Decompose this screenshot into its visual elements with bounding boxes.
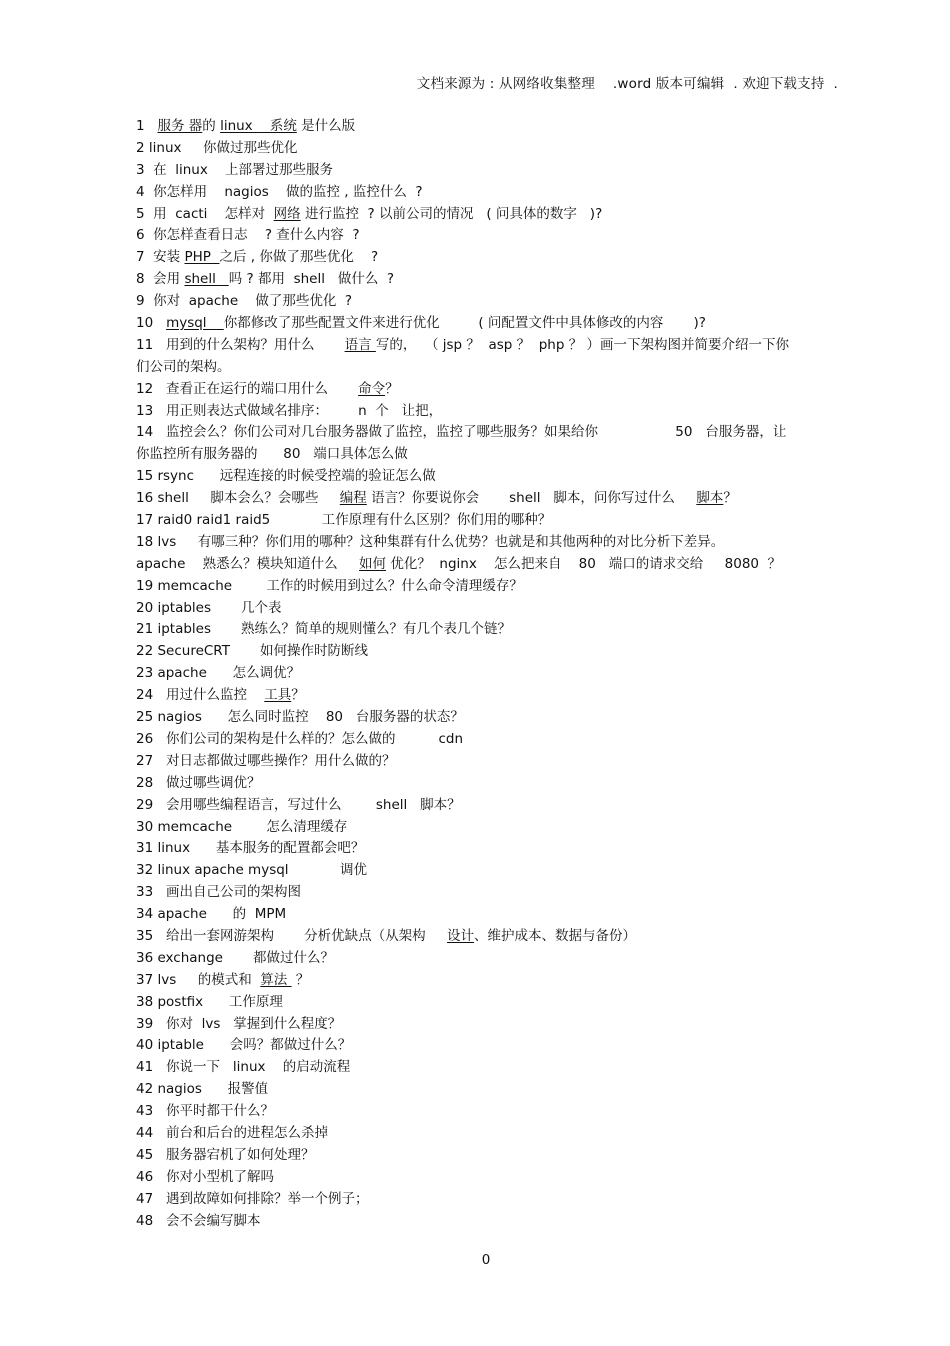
- question-line: [136, 1035, 836, 1057]
- question-text: 12 查看正在运行的端口用什么: [136, 380, 359, 397]
- question-text: 30 memcache 怎么清理缓存: [136, 818, 348, 835]
- question-list: [136, 116, 836, 1232]
- question-line: [136, 904, 836, 926]
- question-line: [136, 401, 836, 423]
- question-line: [136, 269, 836, 291]
- question-text: 36 exchange 都做过什么？: [136, 949, 335, 966]
- question-line: [136, 1123, 836, 1145]
- question-line: [136, 948, 836, 970]
- question-text: ？: [291, 687, 305, 704]
- question-text: 38 postfix 工作原理: [136, 993, 283, 1010]
- underlined-term: 命令: [358, 380, 386, 397]
- question-text: 6 你怎样查看日志 ? 查什么内容 ?: [136, 227, 360, 244]
- underlined-term: mysql: [166, 315, 224, 332]
- question-text: 40 iptable 会吗？都做过什么？: [136, 1037, 352, 1054]
- question-text: 之后 , 你做了那些优化 ?: [219, 249, 379, 266]
- question-line: [136, 817, 836, 839]
- question-text: 21 iptables 熟练么？简单的规则懂么？有几个表几个链？: [136, 621, 512, 638]
- question-text: 29 会用哪些编程语言，写过什么 shell 脚本？: [136, 796, 461, 813]
- question-line: [136, 773, 836, 795]
- question-line: [136, 598, 836, 620]
- question-text: 你监控所有服务器的 80 端口具体怎么做: [136, 446, 408, 463]
- question-text: 你都修改了那些配置文件来进行优化 ( 问配置文件中具体修改的内容 )?: [223, 315, 706, 332]
- underlined-term: 服务 器: [157, 118, 203, 134]
- question-text: 41 你说一下 linux 的启动流程: [136, 1059, 351, 1076]
- underlined-term: 算法: [260, 971, 292, 988]
- question-line: [136, 291, 836, 313]
- question-text: 15 rsync 远程连接的时候受控端的验证怎么做: [136, 468, 436, 485]
- question-text: 11 用到的什么架构？用什么: [136, 336, 345, 353]
- question-text: 3 在 linux 上部署过那些服务: [136, 161, 334, 178]
- question-text: 语言？你要说你会 shell 脚本，问你写过什么: [366, 490, 697, 507]
- question-text: 28 做过哪些调优？: [136, 774, 261, 791]
- question-line: [136, 751, 836, 773]
- question-text: 45 服务器宕机了如何处理？: [136, 1146, 315, 1163]
- question-line: [136, 466, 836, 488]
- question-line: [136, 1079, 836, 1101]
- question-text: 35 给出一套网游架构 分析优缺点（从架构: [136, 927, 448, 944]
- question-text: 优化？ nginx 怎么把来自 80 端口的请求交给 8080 ？: [386, 555, 782, 572]
- question-text: 4 你怎样用 nagios 做的监控 , 监控什么 ?: [136, 183, 423, 200]
- question-line: [136, 663, 836, 685]
- question-line: [136, 992, 836, 1014]
- question-text: 进行监控 ? 以前公司的情况 ( 问具体的数字 )?: [300, 205, 603, 222]
- question-line: [136, 619, 836, 641]
- question-text: 27 对日志都做过哪些操作？用什么做的？: [136, 752, 396, 769]
- question-text: 31 linux 基本服务的配置都会吧？: [136, 840, 365, 857]
- question-line: [136, 1145, 836, 1167]
- question-line: [136, 729, 836, 751]
- question-line: [136, 685, 836, 707]
- question-line: [136, 860, 836, 882]
- question-line: [136, 444, 836, 466]
- question-text: 23 apache 怎么调优？: [136, 665, 301, 682]
- source-header: 文档来源为 : 从网络收集整理 .word 版本可编辑 . 欢迎下载支持 .: [416, 76, 838, 92]
- underlined-term: 工具: [264, 687, 292, 704]
- question-line: [136, 1014, 836, 1036]
- question-line: [136, 116, 836, 138]
- question-line: [136, 357, 836, 379]
- question-text: 7 安装: [136, 249, 185, 266]
- question-line: [136, 926, 836, 948]
- question-line: [136, 510, 836, 532]
- question-text: 20 iptables 几个表: [136, 599, 282, 616]
- underlined-term: 语言: [344, 336, 376, 353]
- question-text: 47 遇到故障如何排除？举一个例子；: [136, 1190, 369, 1207]
- question-line: [136, 182, 836, 204]
- question-line: [136, 970, 836, 992]
- question-line: [136, 422, 836, 444]
- question-text: 吗 ? 都用 shell 做什么 ?: [228, 271, 395, 288]
- question-line: [136, 795, 836, 817]
- question-text: 25 nagios 怎么同时监控 80 台服务器的状态？: [136, 709, 464, 726]
- underlined-term: linux 系统: [220, 118, 297, 134]
- question-line: [136, 576, 836, 598]
- question-line: [136, 882, 836, 904]
- question-text: 32 linux apache mysql 调优: [136, 862, 368, 879]
- question-text: 46 你对小型机了解吗: [136, 1168, 275, 1185]
- question-text: 是什么版: [296, 118, 356, 134]
- question-text: 5 用 cacti 怎样对: [136, 205, 274, 222]
- question-text: 、维护成本、数据与备份）: [474, 927, 637, 944]
- question-text: 的: [202, 118, 221, 134]
- underlined-term: shell: [184, 271, 229, 288]
- question-text: 44 前台和后台的进程怎么杀掉: [136, 1124, 329, 1141]
- question-line: [136, 225, 836, 247]
- question-text: 14 监控会么？你们公司对几台服务器做了监控，监控了哪些服务？如果给你 50 台服务器，让: [136, 424, 787, 441]
- question-text: 8 会用: [136, 271, 185, 288]
- page-number: 0: [481, 1252, 491, 1268]
- question-text: 们公司的架构。: [136, 358, 231, 375]
- question-text: 42 nagios 报警值: [136, 1081, 269, 1098]
- question-line: [136, 838, 836, 860]
- question-line: [136, 379, 836, 401]
- question-text: apache 熟悉么？模块知道什么: [136, 555, 360, 572]
- question-text: ？: [291, 971, 310, 988]
- question-line: [136, 1101, 836, 1123]
- question-text: 39 你对 lvs 掌握到什么程度？: [136, 1015, 342, 1032]
- underlined-term: 脚本: [696, 490, 724, 507]
- question-text: 18 lvs 有哪三种？你们用的哪种？这种集群有什么优势？也就是和其他两种的对比分析下差异。: [136, 533, 725, 550]
- question-text: ？: [385, 380, 399, 397]
- question-line: [136, 335, 836, 357]
- question-line: [136, 1211, 836, 1233]
- question-line: [136, 1189, 836, 1211]
- question-text: 26 你们公司的架构是什么样的？怎么做的 cdn: [136, 730, 464, 747]
- question-text: 10: [136, 315, 167, 332]
- question-text: ？: [723, 490, 737, 507]
- question-text: 33 画出自己公司的架构图: [136, 884, 302, 901]
- question-line: [136, 313, 836, 335]
- question-text: 9 你对 apache 做了那些优化 ?: [136, 293, 353, 310]
- question-text: 1: [136, 118, 158, 134]
- question-text: 2 linux 你做过那些优化: [136, 139, 298, 156]
- question-line: [136, 532, 836, 554]
- question-text: 34 apache 的 MPM: [136, 906, 287, 923]
- question-line: [136, 1167, 836, 1189]
- underlined-term: 如何: [359, 555, 387, 572]
- question-text: 17 raid0 raid1 raid5 工作原理有什么区别？你们用的哪种？: [136, 512, 552, 529]
- question-line: [136, 707, 836, 729]
- question-line: [136, 1057, 836, 1079]
- question-line: [136, 641, 836, 663]
- question-text: 37 lvs 的模式和: [136, 971, 261, 988]
- underlined-term: 网络: [273, 205, 301, 222]
- question-line: [136, 204, 836, 226]
- question-line: [136, 554, 836, 576]
- question-text: 19 memcache 工作的时候用到过么？什么命令清理缓存？: [136, 577, 523, 594]
- question-text: 22 SecureCRT 如何操作时防断线: [136, 643, 368, 660]
- question-line: [136, 138, 836, 160]
- question-line: [136, 160, 836, 182]
- underlined-term: 设计: [447, 927, 475, 944]
- underlined-term: 编程: [339, 490, 367, 507]
- question-text: 写的， （ jsp ？ asp ？ php ？ ）画一下架构图并简要介绍一下你: [375, 336, 790, 353]
- question-line: [136, 488, 836, 510]
- question-text: 43 你平时都干什么？: [136, 1103, 275, 1120]
- question-text: 16 shell 脚本会么？会哪些: [136, 490, 340, 507]
- question-text: 48 会不会编写脚本: [136, 1212, 261, 1229]
- question-text: 13 用正则表达式做域名排序： n 个 让把，: [136, 402, 443, 419]
- question-text: 24 用过什么监控: [136, 687, 265, 704]
- underlined-term: PHP: [184, 249, 220, 266]
- question-line: [136, 247, 836, 269]
